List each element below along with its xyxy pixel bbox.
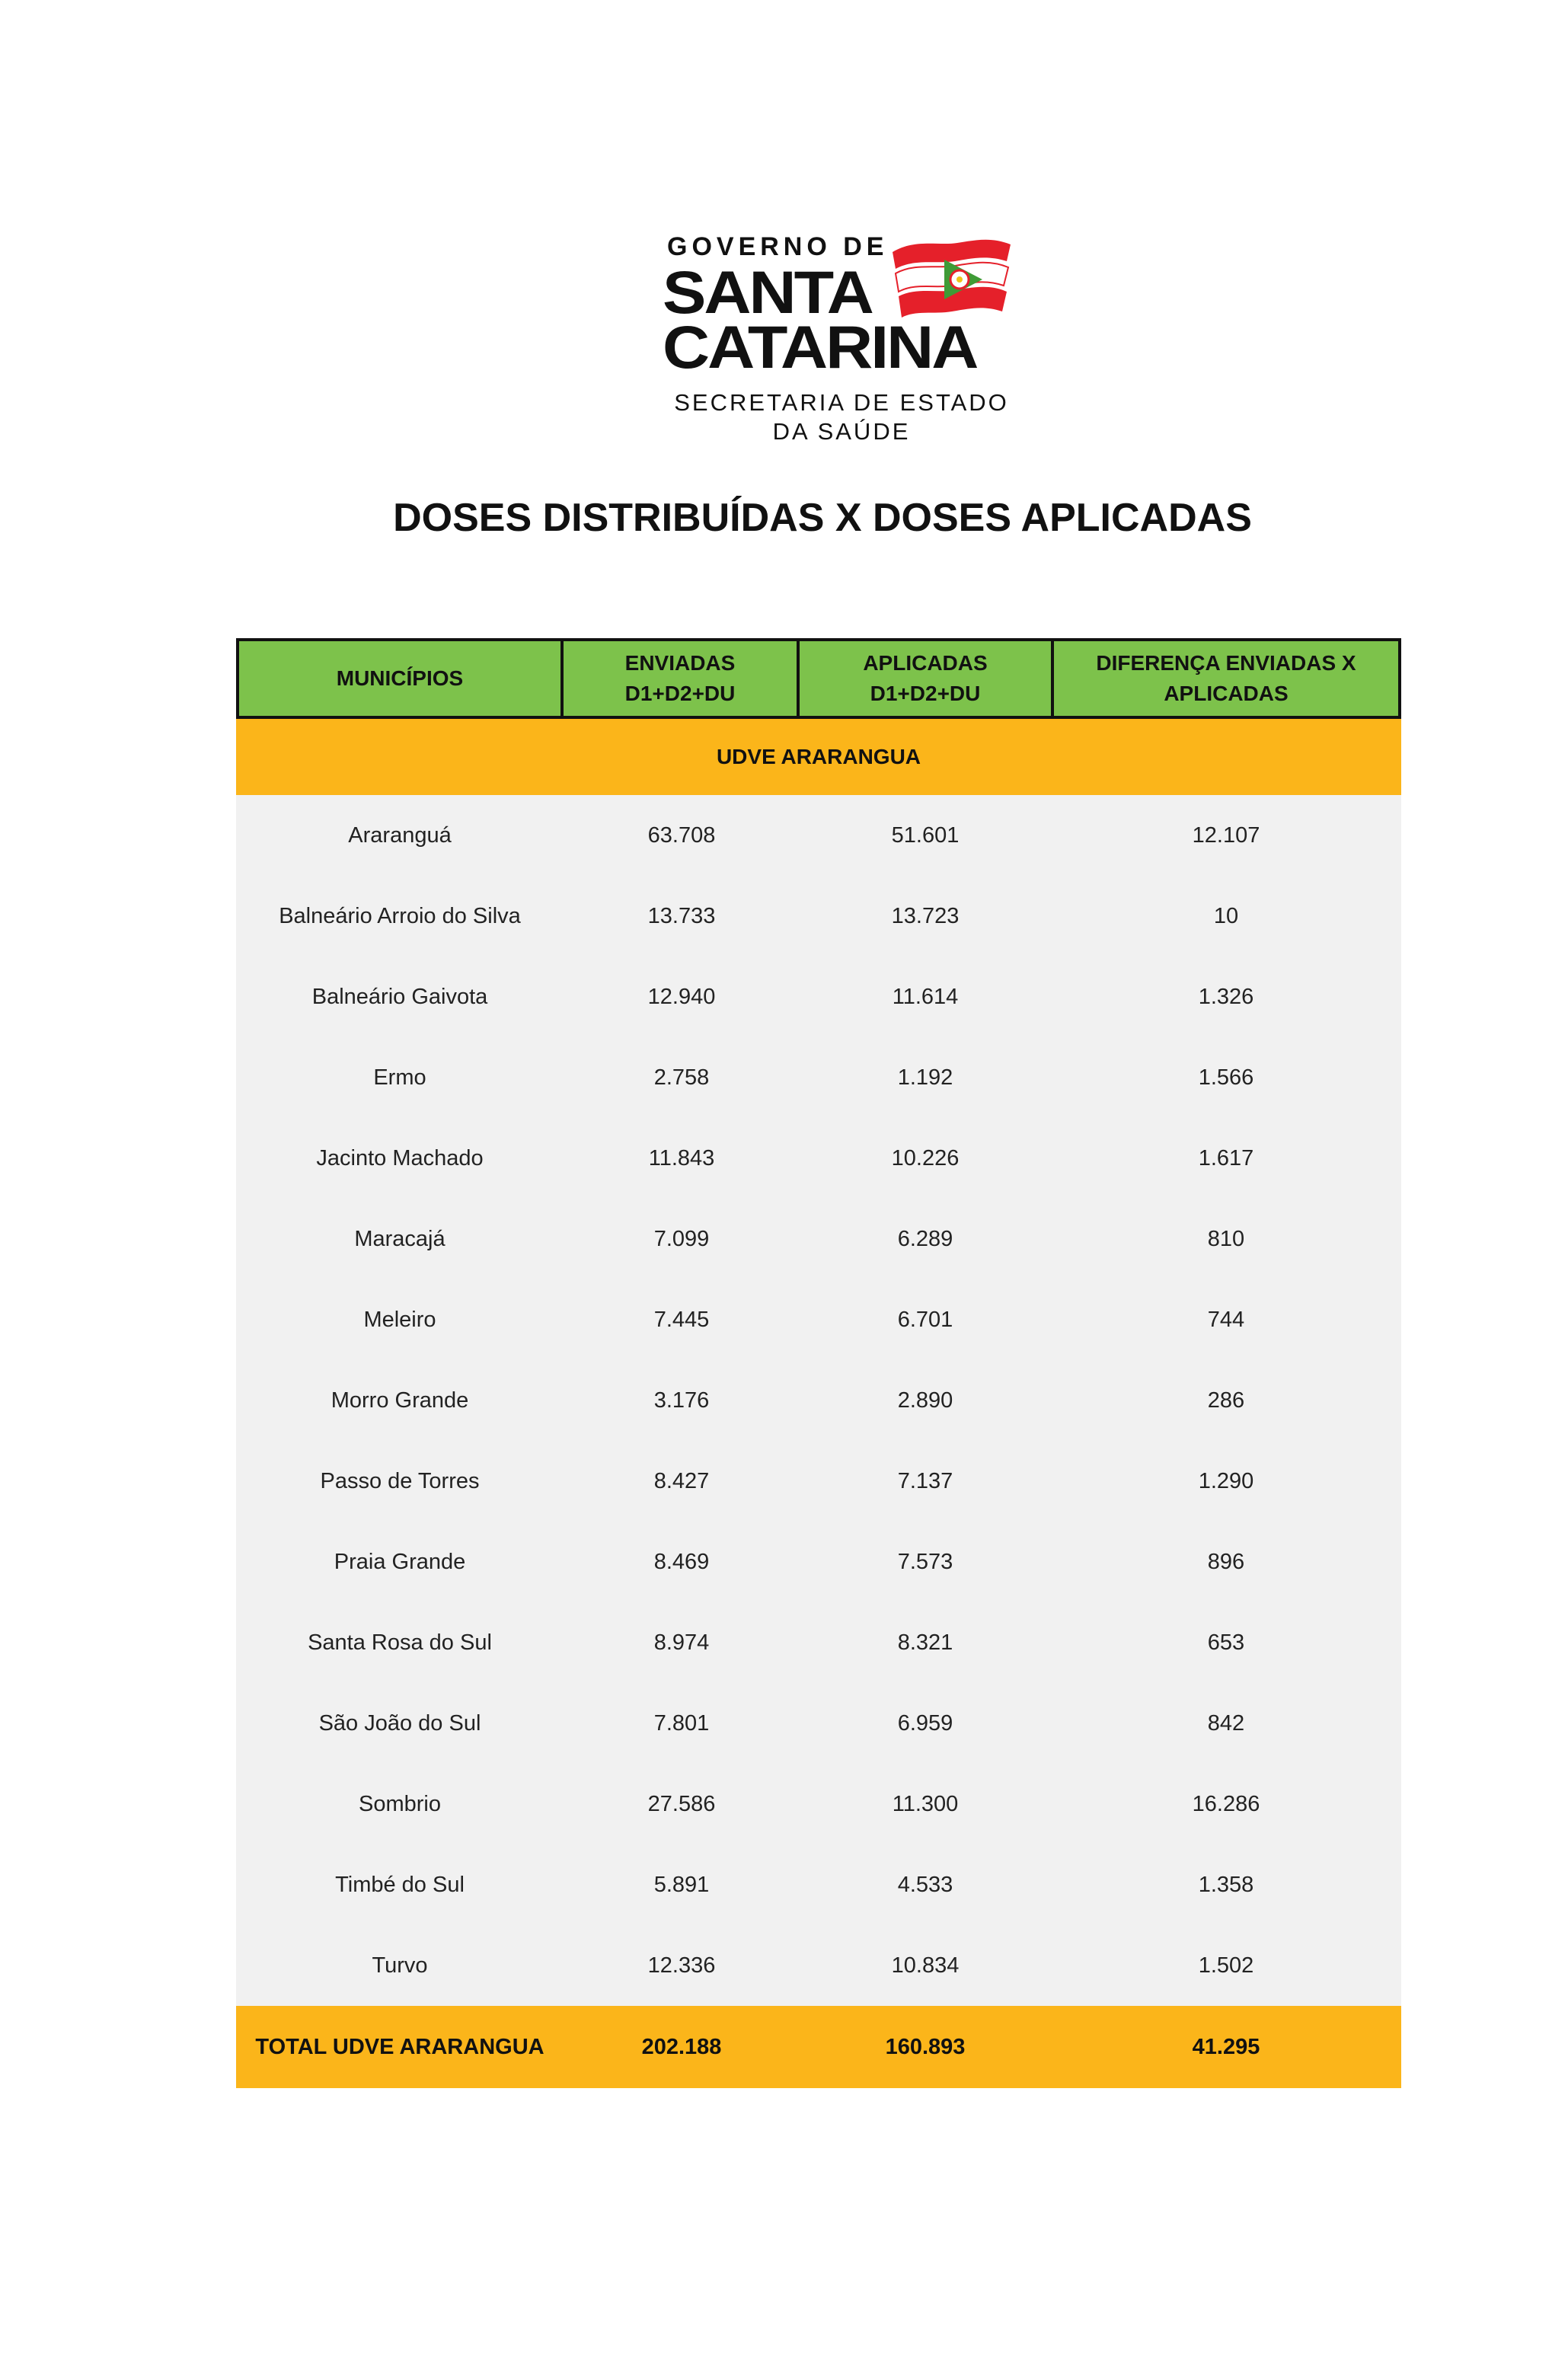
cell-enviadas: 7.801	[653, 1710, 710, 1736]
cell-enviadas: 27.586	[647, 1791, 716, 1816]
cell-municipio: Balneário Gaivota	[311, 984, 488, 1009]
column-header-sublabel: APLICADAS	[1164, 682, 1289, 705]
cell-aplicadas: 1.192	[897, 1065, 953, 1090]
total-row	[236, 2006, 1401, 2088]
table-row	[236, 1764, 1401, 1844]
cell-diferenca: 1.326	[1198, 984, 1254, 1009]
cell-enviadas: 11.843	[648, 1145, 715, 1170]
cell-aplicadas: 4.533	[897, 1872, 953, 1897]
table-row	[236, 1037, 1401, 1118]
cell-municipio: Jacinto Machado	[316, 1145, 484, 1170]
cell-enviadas: 63.708	[647, 822, 716, 848]
logo-line-santa: SANTA	[663, 259, 872, 327]
cell-enviadas: 7.445	[653, 1307, 710, 1332]
cell-enviadas: 12.336	[647, 1953, 716, 1978]
page-title: DOSES DISTRIBUÍDAS X DOSES APLICADAS	[393, 496, 1252, 540]
table-row	[236, 1360, 1401, 1441]
cell-enviadas: 8.974	[653, 1630, 710, 1655]
table-row	[236, 1199, 1401, 1279]
column-header-label: APLICADAS	[863, 651, 988, 675]
government-logo	[663, 232, 1020, 453]
cell-municipio: Santa Rosa do Sul	[308, 1630, 492, 1655]
cell-aplicadas: 6.289	[897, 1226, 953, 1251]
cell-aplicadas: 13.723	[891, 903, 960, 928]
cell-enviadas: 12.940	[647, 984, 716, 1009]
cell-diferenca: 286	[1207, 1388, 1245, 1413]
cell-municipio: Morro Grande	[331, 1388, 469, 1413]
table-row	[236, 1441, 1401, 1522]
cell-enviadas: 5.891	[653, 1872, 710, 1897]
column-header-diferenca	[1054, 641, 1398, 716]
total-enviadas: 202.188	[641, 2034, 722, 2059]
table-header	[236, 638, 1401, 719]
cell-aplicadas: 7.573	[897, 1549, 953, 1574]
cell-aplicadas: 7.137	[897, 1468, 953, 1493]
cell-diferenca: 1.290	[1198, 1468, 1254, 1493]
table-row	[236, 956, 1401, 1037]
state-flag-icon	[885, 238, 1014, 322]
table-row	[236, 1522, 1401, 1602]
column-header-label: ENVIADAS	[624, 651, 736, 675]
cell-diferenca: 1.502	[1198, 1953, 1254, 1978]
cell-enviadas: 8.469	[653, 1549, 710, 1574]
cell-aplicadas: 8.321	[897, 1630, 953, 1655]
cell-diferenca: 653	[1207, 1630, 1245, 1655]
table-row	[236, 1925, 1401, 2006]
cell-diferenca: 16.286	[1192, 1791, 1260, 1816]
cell-diferenca: 896	[1207, 1549, 1245, 1574]
cell-municipio: Sombrio	[359, 1791, 441, 1816]
cell-municipio: São João do Sul	[318, 1710, 481, 1736]
column-header-aplicadas	[800, 641, 1054, 716]
cell-municipio: Araranguá	[348, 822, 452, 848]
cell-aplicadas: 6.959	[897, 1710, 953, 1736]
doses-table	[236, 638, 1401, 2088]
cell-aplicadas: 11.614	[892, 984, 959, 1009]
cell-enviadas: 2.758	[653, 1065, 710, 1090]
cell-municipio: Timbé do Sul	[335, 1872, 465, 1897]
logo-line-catarina: CATARINA	[663, 314, 977, 382]
column-header-enviadas	[564, 641, 800, 716]
logo-subtitle	[674, 388, 1009, 446]
total-aplicadas: 160.893	[885, 2034, 966, 2059]
cell-municipio: Praia Grande	[334, 1549, 466, 1574]
cell-municipio: Ermo	[373, 1065, 426, 1090]
table-row	[236, 876, 1401, 956]
cell-enviadas: 7.099	[653, 1226, 710, 1251]
group-row-udve: UDVE ARARANGUA	[236, 719, 1401, 795]
cell-municipio: Turvo	[372, 1953, 428, 1978]
cell-municipio: Maracajá	[354, 1226, 445, 1251]
column-header-label: DIFERENÇA ENVIADAS X	[1096, 651, 1356, 675]
cell-municipio: Meleiro	[363, 1307, 436, 1332]
column-header-label: MUNICÍPIOS	[336, 666, 464, 690]
column-header-sublabel: D1+D2+DU	[624, 682, 736, 705]
table-row	[236, 1844, 1401, 1925]
total-label: TOTAL UDVE ARARANGUA	[255, 2034, 544, 2059]
cell-enviadas: 8.427	[653, 1468, 710, 1493]
cell-aplicadas: 6.701	[897, 1307, 953, 1332]
cell-enviadas: 13.733	[647, 903, 716, 928]
cell-enviadas: 3.176	[653, 1388, 710, 1413]
cell-diferenca: 1.617	[1198, 1145, 1254, 1170]
cell-diferenca: 842	[1207, 1710, 1245, 1736]
cell-aplicadas: 10.834	[891, 1953, 960, 1978]
total-diferenca: 41.295	[1192, 2034, 1260, 2059]
cell-diferenca: 1.566	[1198, 1065, 1254, 1090]
logo-subtitle-line2: DA SAÚDE	[772, 418, 911, 445]
logo-line-governo: GOVERNO DE	[667, 232, 889, 261]
table-row	[236, 1279, 1401, 1360]
cell-diferenca: 1.358	[1198, 1872, 1254, 1897]
table-row	[236, 1118, 1401, 1199]
column-header-municipios	[239, 641, 564, 716]
cell-aplicadas: 11.300	[892, 1791, 959, 1816]
cell-diferenca: 10	[1213, 903, 1239, 928]
cell-aplicadas: 51.601	[891, 822, 960, 848]
column-header-sublabel: D1+D2+DU	[870, 682, 981, 705]
logo-subtitle-line1: SECRETARIA DE ESTADO	[674, 389, 1009, 416]
cell-aplicadas: 10.226	[891, 1145, 960, 1170]
table-row	[236, 795, 1401, 876]
table-body	[236, 795, 1401, 2006]
cell-diferenca: 810	[1207, 1226, 1245, 1251]
cell-aplicadas: 2.890	[897, 1388, 953, 1413]
cell-diferenca: 744	[1207, 1307, 1245, 1332]
cell-municipio: Passo de Torres	[320, 1468, 480, 1493]
cell-municipio: Balneário Arroio do Silva	[279, 903, 521, 928]
cell-diferenca: 12.107	[1192, 822, 1260, 848]
table-row	[236, 1602, 1401, 1683]
table-row	[236, 1683, 1401, 1764]
